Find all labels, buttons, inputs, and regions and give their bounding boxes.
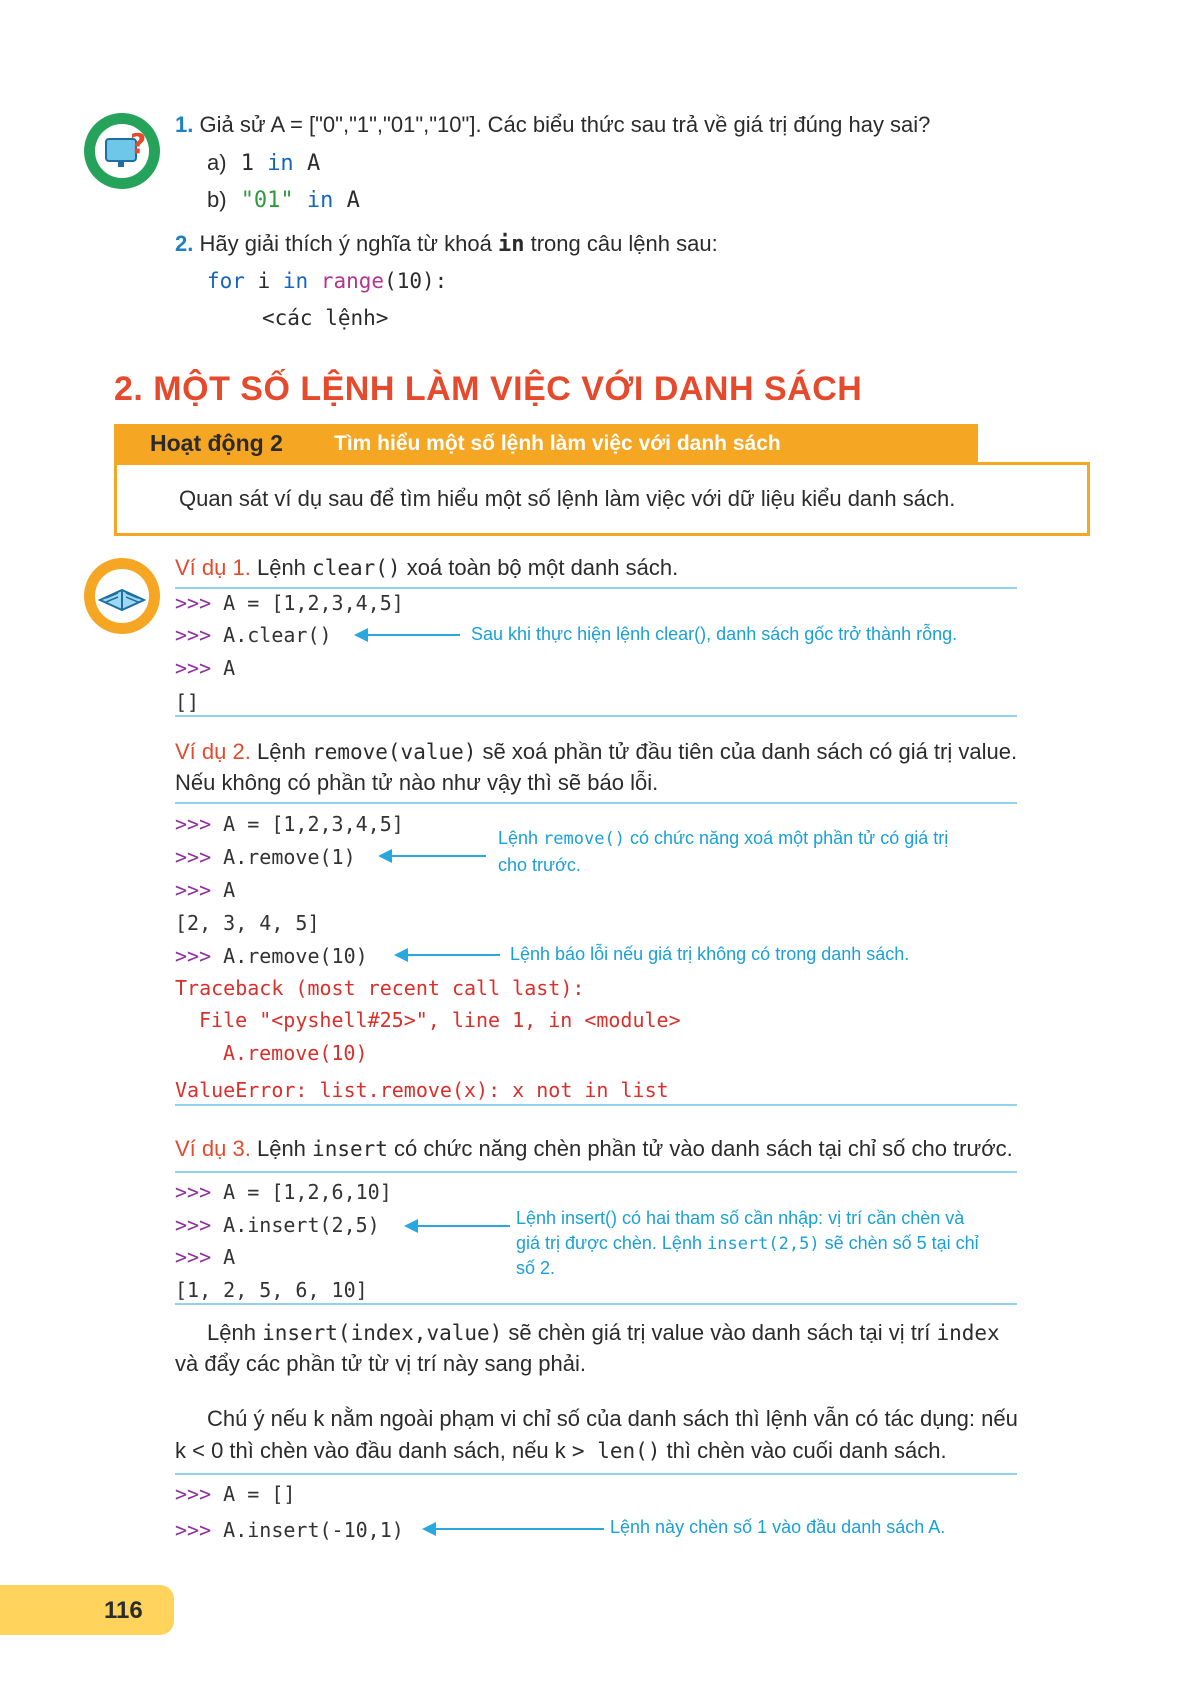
ex1-line-1 (175, 589, 404, 617)
ex2-line-5 (175, 942, 368, 970)
q1b-label: b) (207, 187, 227, 212)
prompt-symbol: >>> (175, 1180, 212, 1204)
example-3-text2: có chức năng chèn phần tử vào danh sách tại chỉ số cho trước. (394, 1136, 1013, 1161)
question-2-code-line1 (207, 266, 447, 296)
example-3-heading (175, 1134, 1013, 1164)
divider (175, 802, 1017, 804)
paragraph-2-line-1: Chú ý nếu k nằm ngoài phạm vi chỉ số của danh sách thì lệnh vẫn có tác dụng: nếu (207, 1406, 1018, 1431)
prompt-symbol: >>> (175, 878, 212, 902)
q1a-kw: in (267, 151, 294, 176)
q1b-right: A (346, 188, 360, 213)
question-2-number: 2. (175, 231, 194, 256)
example-3-label: Ví dụ 3. (175, 1136, 251, 1161)
example-2-text1: Lệnh (256, 739, 306, 764)
ex2-note-1 (498, 826, 948, 851)
code-text: A.insert(-10,1) (211, 1518, 404, 1542)
ex2-error-4: ValueError: list.remove(x): x not in list (175, 1078, 669, 1102)
prompt-symbol: >>> (175, 623, 212, 647)
ex2-error-2: File "<pyshell#25>", line 1, in <module> (199, 1008, 681, 1032)
question-2 (175, 229, 718, 260)
section-title: 2. MỘT SỐ LỆNH LÀM VIỆC VỚI DANH SÁCH (114, 370, 863, 408)
ex4-note: Lệnh này chèn số 1 vào đầu danh sách A. (610, 1517, 946, 1537)
activity-body: Quan sát ví dụ sau để tìm hiểu một số lệnh làm việc với dữ liệu kiểu danh sách. (179, 486, 956, 511)
ex2-note-1b: có chức năng xoá một phần tử có giá trị (629, 828, 949, 848)
example-2-text2: sẽ xoá phần tử đầu tiên của danh sách có giá trị value. (482, 739, 1018, 764)
question-2-text1: Hãy giải thích ý nghĩa từ khoá (199, 231, 492, 256)
prompt-symbol: >>> (175, 1518, 212, 1542)
ex3-note-b1: giá trị được chèn. Lệnh (516, 1233, 702, 1253)
q1a-right: A (306, 151, 321, 176)
activity-box (114, 462, 1090, 536)
para1-c1: insert(index,value) (262, 1321, 503, 1345)
prompt-symbol: >>> (175, 812, 212, 836)
q1b-str: "01" (240, 188, 294, 213)
ex2-error-3: A.remove(10) (223, 1041, 368, 1065)
arrow-icon (396, 954, 500, 956)
code-for: for (207, 269, 245, 293)
paragraph-2-line-2 (175, 1436, 947, 1466)
question-1a (207, 148, 320, 179)
para1-c2: index (936, 1321, 1000, 1345)
example-2-heading (175, 737, 1017, 767)
question-1-number: 1. (175, 112, 194, 137)
ex3-line-4: [1, 2, 5, 6, 10] (175, 1278, 368, 1302)
divider (175, 1473, 1017, 1475)
code-range: range (320, 269, 385, 293)
para2-t2: k < 0 thì chèn vào đầu danh sách, nếu k (175, 1438, 566, 1463)
example-1-text1: Lệnh (256, 555, 306, 580)
prompt-symbol: >>> (175, 1213, 212, 1237)
code-text: A (211, 1245, 236, 1269)
ex3-note-b-code: insert(2,5) (706, 1234, 820, 1254)
divider (175, 715, 1017, 717)
code-text: A.clear() (211, 623, 332, 647)
ex2-line-3 (175, 876, 235, 904)
code-i: i (257, 269, 271, 293)
code-text: A.remove(10) (211, 944, 368, 968)
question-1b (207, 185, 360, 216)
ex1-line-2 (175, 621, 332, 649)
para2-t3: thì chèn vào cuối danh sách. (666, 1438, 947, 1463)
ex3-line-2 (175, 1211, 380, 1239)
ex2-note-1c: cho trước. (498, 855, 581, 875)
prompt-symbol: >>> (175, 1482, 212, 1506)
code-text: A = [1,2,3,4,5] (211, 812, 404, 836)
ex3-note-a: Lệnh insert() có hai tham số cần nhập: vị trí cần chèn và (516, 1208, 965, 1228)
para1-t1: Lệnh (207, 1320, 256, 1345)
ex4-line-2 (175, 1516, 404, 1544)
code-in: in (282, 269, 309, 293)
activity-header (114, 424, 978, 462)
ex3-line-1 (175, 1178, 392, 1206)
code-args: (10): (384, 269, 448, 293)
question-icon (82, 111, 162, 191)
activity-label: Hoạt động 2 (150, 430, 283, 456)
ex1-note: Sau khi thực hiện lệnh clear(), danh sách gốc trở thành rỗng. (471, 624, 958, 644)
ex2-note-2: Lệnh báo lỗi nếu giá trị không có trong danh sách. (510, 944, 910, 964)
code-text: A.remove(1) (211, 845, 356, 869)
prompt-symbol: >>> (175, 656, 212, 680)
question-1 (175, 110, 930, 140)
example-2-label: Ví dụ 2. (175, 739, 251, 764)
ex3-note-c: số 2. (516, 1258, 556, 1278)
paragraph-1-line-2: và đẩy các phần tử từ vị trí này sang phải. (175, 1351, 587, 1376)
divider (175, 1104, 1017, 1106)
arrow-icon (406, 1225, 510, 1227)
page-number-badge (0, 1585, 174, 1635)
ex2-line-2 (175, 843, 356, 871)
ex1-line-4: [] (175, 690, 200, 714)
example-2-text3: Nếu không có phần tử nào như vậy thì sẽ báo lỗi. (175, 770, 659, 795)
q1b-kw: in (306, 188, 334, 213)
page-number: 116 (104, 1597, 143, 1624)
question-2-text2: trong câu lệnh sau: (530, 231, 718, 256)
ex2-note-1a: Lệnh (498, 828, 539, 848)
prompt-symbol: >>> (175, 1245, 212, 1269)
code-text: A = [1,2,3,4,5] (211, 591, 404, 615)
para1-t2: sẽ chèn giá trị value vào danh sách tại vị trí (508, 1320, 931, 1345)
code-text: A.insert(2,5) (211, 1213, 380, 1237)
q1a-left: 1 (240, 151, 254, 176)
code-text: A = [1,2,6,10] (211, 1180, 392, 1204)
code-text: A = [] (211, 1482, 296, 1506)
divider (175, 1171, 1017, 1173)
prompt-symbol: >>> (175, 591, 212, 615)
example-1-text2: xoá toàn bộ một danh sách. (406, 555, 679, 580)
ex3-line-3 (175, 1243, 235, 1271)
code-text: A (211, 878, 236, 902)
ex4-line-1 (175, 1480, 295, 1508)
example-2-code: remove(value) (312, 740, 477, 764)
example-3-code: insert (312, 1137, 388, 1161)
example-1-heading (175, 553, 678, 583)
ex2-line-1 (175, 810, 404, 838)
example-1-code: clear() (312, 556, 401, 580)
activity-title: Tìm hiểu một số lệnh làm việc với danh sách (334, 432, 781, 455)
prompt-symbol: >>> (175, 845, 212, 869)
q1a-code (241, 151, 321, 176)
para2-c1: > len() (571, 1439, 661, 1463)
divider (175, 1303, 1017, 1305)
svg-text:?: ? (130, 127, 147, 160)
ex3-note-b (516, 1231, 979, 1256)
ex2-error-1: Traceback (most recent call last): (175, 976, 585, 1000)
arrow-icon (380, 855, 486, 857)
question-2-code-line2: <các lệnh> (262, 306, 389, 330)
q1a-label: a) (207, 150, 227, 175)
arrow-icon (424, 1528, 604, 1530)
question-1-text: Giả sử A = ["0","1","01","10"]. Các biểu thức sau trả về giá trị đúng hay sai? (199, 112, 931, 137)
question-2-kw: in (497, 232, 525, 257)
ex2-line-4: [2, 3, 4, 5] (175, 911, 320, 935)
ex3-note-b2: sẽ chèn số 5 tại chỉ (824, 1233, 979, 1253)
ex2-note-1-code: remove() (543, 829, 625, 849)
example-3-text1: Lệnh (256, 1136, 306, 1161)
paragraph-1-line-1 (207, 1318, 1000, 1348)
prompt-symbol: >>> (175, 944, 212, 968)
arrow-icon (356, 634, 460, 636)
example-1-label: Ví dụ 1. (175, 555, 251, 580)
code-text: A (211, 656, 236, 680)
book-icon (82, 556, 162, 636)
ex1-line-3 (175, 654, 235, 682)
q1b-code (241, 188, 360, 213)
